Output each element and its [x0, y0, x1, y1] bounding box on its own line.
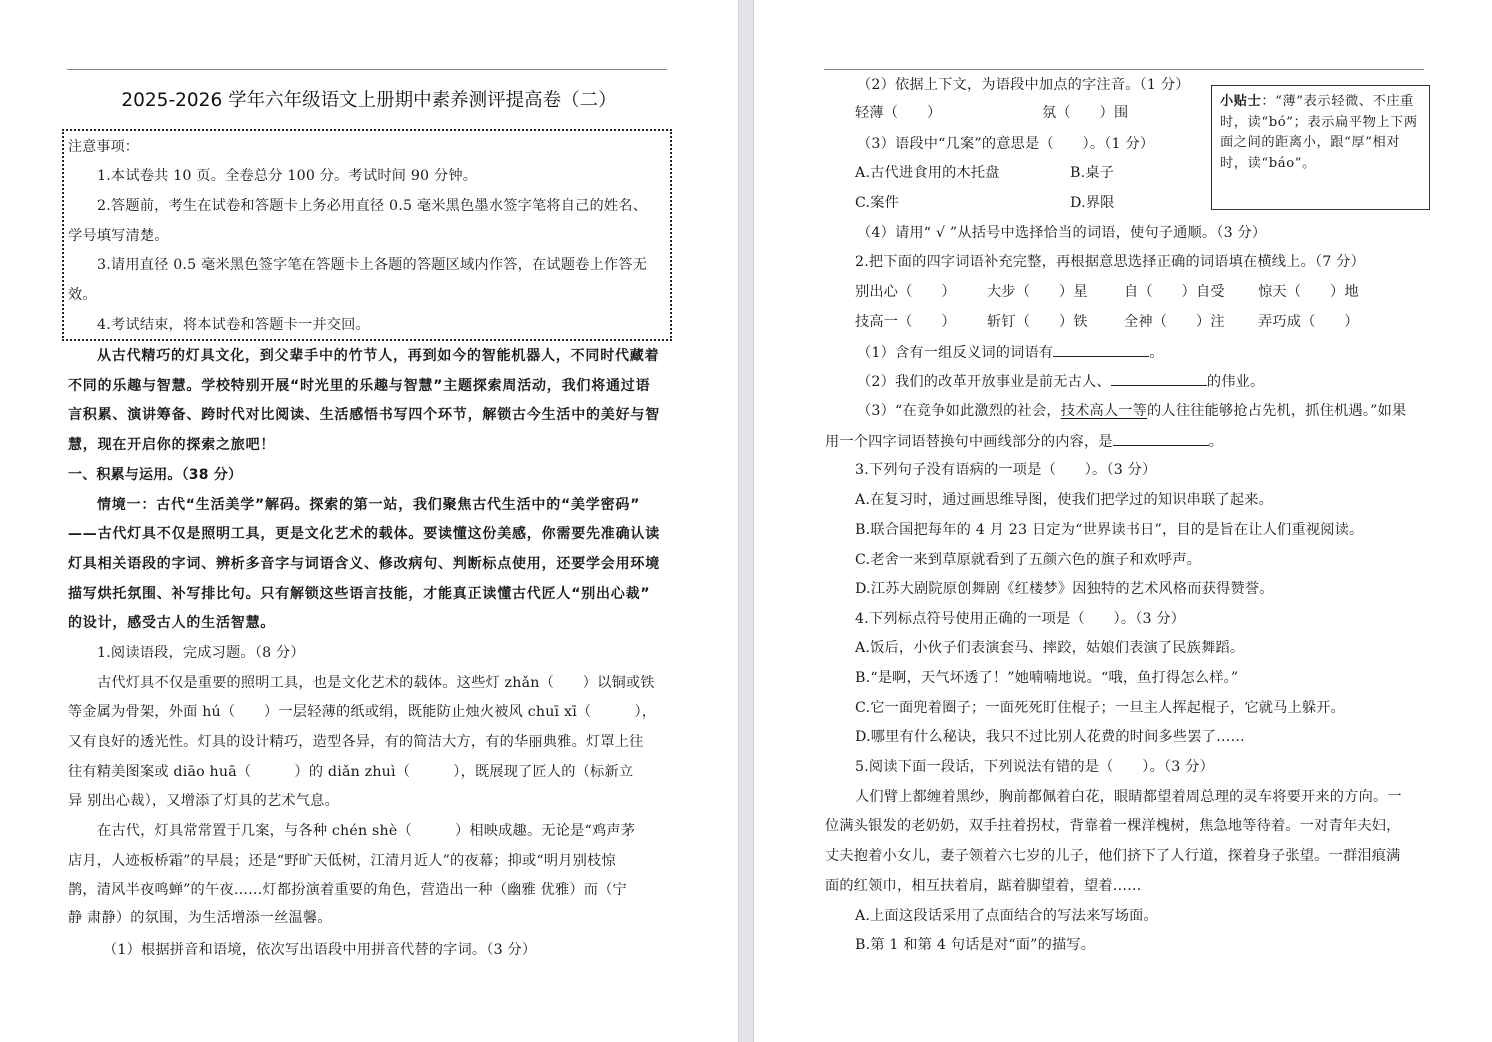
- exam-title: 2025-2026 学年六年级语文上册期中素养测评提高卷（二）: [121, 90, 617, 111]
- q4-option-a: A.饭后，小伙子们表演套马、摔跤，姑娘们表演了民族舞蹈。: [855, 640, 1245, 656]
- notice-item-3: 3.请用直径 0.5 毫米黑色签字笔在答题卡上各题的答题区域内作答，在试题卷上作答无: [97, 257, 648, 273]
- q2-word-1: 别出心（ ）: [855, 284, 956, 300]
- q2-heading: 2.把下面的四字词语补充完整，再根据意思选择正确的词语填在横线上。（7 分）: [855, 254, 1365, 270]
- passage-line-3: 又有良好的透光性。灯具的设计精巧，造型各异，有的简洁大方，有的华丽典雅。灯罩上往: [68, 734, 644, 750]
- scenario-line-3: 灯具相关语段的字词、辨析多音字与词语含义、修改病句、判断标点使用，还要学会用环境: [68, 556, 660, 572]
- passage-line-8: 鹊，清风半夜鸣蝉”的午夜……灯都扮演着重要的角色，营造出一种（幽雅 优雅）而（宁: [68, 882, 627, 898]
- q1-sub3-option-d: D.界限: [1070, 195, 1115, 211]
- q2-word-7: 全神（ ）注: [1124, 314, 1225, 330]
- q5-option-a: A.上面这段话采用了点面结合的写法来写场面。: [855, 908, 1158, 924]
- underlined-phrase: 技术高人一等: [1060, 403, 1148, 419]
- q1-sub2: （2）依据上下文，为语段中加点的字注音。（1 分）: [857, 77, 1190, 93]
- q3-option-d: D.江苏大剧院原创舞剧《红楼梦》因独特的艺术风格而获得赞誉。: [855, 581, 1274, 597]
- q1-sub4: （4）请用“ √ ”从括号中选择恰当的词语，使句子通顺。（3 分）: [857, 225, 1267, 241]
- q1-sub2-item-b: 氛（ ）围: [1042, 105, 1129, 121]
- notice-item-3-cont: 效。: [68, 287, 97, 303]
- passage-line-1: 古代灯具不仅是重要的照明工具，也是文化艺术的载体。这些灯 zhǎn（ ）以铜或铁: [97, 675, 655, 691]
- q3-option-a: A.在复习时，通过画思维导图，使我们把学过的知识串联了起来。: [855, 492, 1274, 508]
- intro-line-1: 从古代精巧的灯具文化，到父辈手中的竹节人，再到如今的智能机器人，不同时代藏着: [97, 348, 660, 364]
- notice-item-4: 4.考试结束，将本试卷和答题卡一并交回。: [97, 317, 370, 333]
- q2-sub3-text-a: （3）“在竞争如此激烈的社会，: [857, 403, 1061, 419]
- q1-sub3: （3）语段中“几案”的意思是（ ）。（1 分）: [857, 136, 1155, 152]
- q5-passage-line-1: 人们臂上都缠着黑纱，胸前都佩着白花，眼睛都望着周总理的灵车将要开来的方向。一: [855, 789, 1402, 805]
- q2-sub2-text: （2）我们的改革开放事业是前无古人、: [857, 374, 1111, 390]
- q5-passage-line-3: 丈夫抱着小女儿，妻子领着六七岁的儿子，他们挤下了人行道，探着身子张望。一群泪痕满: [825, 848, 1401, 864]
- q5-passage-line-2: 位满头银发的老奶奶，双手拄着拐杖，背靠着一棵洋槐树，焦急地等待着。一对青年夫妇，: [825, 818, 1401, 834]
- header-rule: [67, 69, 667, 70]
- q2-sub3-text-b: 的人往往能够抢占先机，抓住机遇。”如果: [1147, 403, 1407, 419]
- q2-sub1: [857, 342, 1164, 363]
- q4-option-d: D.哪里有什么秘诀，我只不过比别人花费的时间多些罢了……: [855, 729, 1245, 745]
- answer-blank[interactable]: [1111, 371, 1207, 386]
- q4-option-c: C.它一面兜着圈子；一面死死盯住棍子；一旦主人挥起棍子，它就马上躲开。: [855, 700, 1346, 716]
- passage-line-5: 异 别出心裁），又增添了灯具的艺术气息。: [68, 793, 339, 809]
- page-right: [754, 0, 1492, 1042]
- tip-text: ：“薄”表示轻微、不庄重时，读“bó”；表示扁平物上下两面之间的距离小，跟“厚”相对时，读“báo”。: [1220, 94, 1418, 171]
- q2-sub2-end: 的伟业。: [1206, 374, 1265, 390]
- q2-sub1-text: （1）含有一组反义词的词语有: [857, 345, 1054, 361]
- q2-word-8: 弄巧成（ ）: [1258, 314, 1359, 330]
- passage-line-4: 往有精美图案或 diāo huā（ ）的 diǎn zhuì（ ），既展现了匠人的（标新立: [68, 764, 634, 780]
- q2-sub1-end: 。: [1149, 345, 1164, 361]
- header-rule: [824, 69, 1424, 70]
- passage-line-9: 静 肃静）的氛围，为生活增添一丝温馨。: [68, 910, 332, 926]
- q2-sub3-line2-end: 。: [1208, 434, 1224, 450]
- page-left: [0, 0, 738, 1042]
- passage-line-7: 店月，人迹板桥霜”的早晨；还是“野旷天低树，江清月近人”的夜幕；抑或“明月别枝惊: [68, 853, 616, 869]
- scenario-line-5: 的设计，感受古人的生活智慧。: [68, 615, 276, 631]
- tip-box: [1211, 85, 1430, 210]
- q2-sub3-line2: [825, 431, 1223, 452]
- q2-word-3: 自（ ）自受: [1124, 284, 1225, 300]
- passage-line-2: 等金属为骨架，外面 hú（ ）一层轻薄的纸或绢，既能防止烛火被风 chuī xī（ ），: [68, 704, 657, 720]
- q1-heading: 1.阅读语段，完成习题。（8 分）: [97, 645, 305, 661]
- q5-option-b: B.第 1 和第 4 句话是对“面”的描写。: [855, 937, 1096, 953]
- passage-line-6: 在古代，灯具常常置于几案，与各种 chén shè（ ）相映成趣。无论是“鸡声茅: [97, 823, 636, 839]
- q3-option-c: C.老舍一来到草原就看到了五颜六色的旗子和欢呼声。: [855, 552, 1202, 568]
- section1-heading: 一、积累与运用。（38 分）: [68, 467, 243, 483]
- intro-line-2: 不同的乐趣与智慧。学校特别开展“时光里的乐趣与智慧”主题探索周活动，我们将通过语: [68, 378, 651, 394]
- scenario-line-2: ——古代灯具不仅是照明工具，更是文化艺术的载体。要读懂这份美感，你需要先准确认读: [68, 526, 660, 542]
- q1-sub2-item-a: 轻薄（ ）: [855, 105, 942, 121]
- page-gutter: [738, 0, 754, 1042]
- q1-sub3-option-c: C.案件: [855, 195, 900, 211]
- q2-sub3: [857, 401, 1406, 421]
- notice-heading: 注意事项：: [68, 139, 139, 155]
- scenario-line-1: 情境一：古代“生活美学”解码。探索的第一站，我们聚焦古代生活中的“美学密码”: [97, 497, 641, 513]
- intro-line-3: 言积累、演讲筹备、跨时代对比阅读、生活感悟书写四个环节，解锁古今生活中的美好与智: [68, 407, 660, 423]
- notice-item-2: 2.答题前，考生在试卷和答题卡上务必用直径 0.5 毫米黑色墨水签字笔将自己的姓名、: [97, 198, 648, 214]
- q4-option-b: B.“是啊，天气坏透了！”她喃喃地说。“哦，鱼打得怎么样。”: [855, 670, 1239, 686]
- q2-sub2: [857, 371, 1264, 392]
- q3-heading: 3.下列句子没有语病的一项是（ ）。（3 分）: [855, 462, 1157, 478]
- q5-passage-line-4: 面的红领巾，相互扶着肩，踮着脚望着，望着……: [825, 878, 1142, 894]
- q1-sub1: （1）根据拼音和语境，依次写出语段中用拼音代替的字词。（3 分）: [103, 942, 537, 958]
- q2-word-5: 技高一（ ）: [855, 314, 956, 330]
- q5-heading: 5.阅读下面一段话，下列说法有错的是（ ）。（3 分）: [855, 759, 1214, 775]
- q1-sub3-option-a: A.古代进食用的木托盘: [855, 165, 1000, 181]
- q2-word-2: 大步（ ）星: [987, 284, 1088, 300]
- q3-option-b: B.联合国把每年的 4 月 23 日定为“世界读书日”，目的是旨在让人们重视阅读。: [855, 522, 1364, 538]
- q2-word-6: 斩钉（ ）铁: [987, 314, 1088, 330]
- notice-item-2-cont: 学号填写清楚。: [68, 228, 169, 244]
- q4-heading: 4.下列标点符号使用正确的一项是（ ）。（3 分）: [855, 611, 1186, 627]
- q1-sub3-option-b: B.桌子: [1070, 165, 1115, 181]
- intro-line-4: 慧，现在开启你的探索之旅吧！: [68, 437, 276, 453]
- answer-blank[interactable]: [1113, 431, 1209, 446]
- scenario-line-4: 描写烘托氛围、补写排比句。只有解锁这些语言技能，才能真正读懂古代匠人“别出心裁”: [68, 586, 651, 602]
- answer-blank[interactable]: [1053, 342, 1149, 357]
- notice-item-1: 1.本试卷共 10 页。全卷总分 100 分。考试时间 90 分钟。: [97, 168, 478, 184]
- tip-label: 小贴士: [1220, 94, 1262, 109]
- q2-sub3-line2-text: 用一个四字词语替换句中画线部分的内容，是: [825, 434, 1113, 450]
- q2-word-4: 惊天（ ）地: [1258, 284, 1359, 300]
